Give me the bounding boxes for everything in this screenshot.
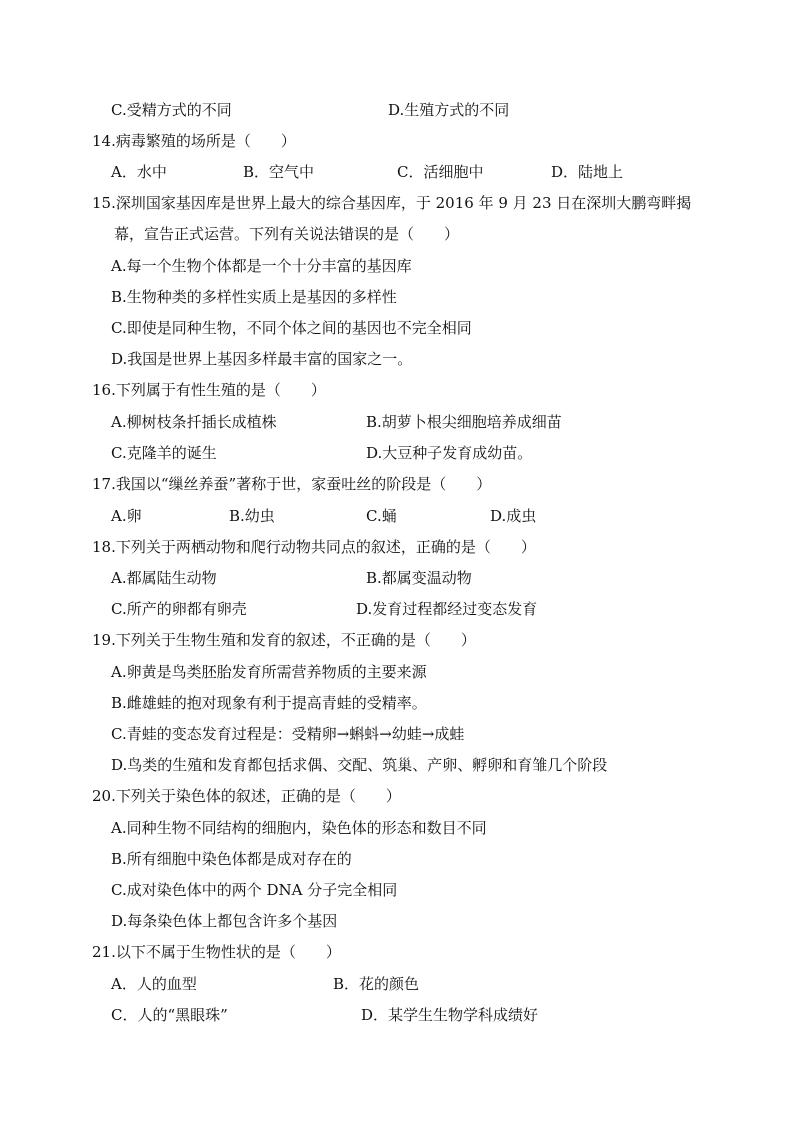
q19-option-c: C.青蛙的变态发育过程是：受精卵→蝌蚪→幼蛙→成蛙	[111, 725, 465, 743]
q21-option-b: B．花的颜色	[333, 975, 420, 993]
q15-stem-line2: 幕，宣告正式运营。下列有关说法错误的是（ ）	[114, 225, 460, 243]
q17-option-d: D.成虫	[490, 507, 537, 525]
q20-option-a: A.同种生物不同结构的细胞内，染色体的形态和数目不同	[111, 819, 487, 837]
q20-option-c: C.成对染色体中的两个 DNA 分子完全相同	[111, 881, 398, 899]
q16-stem: 16.下列属于有性生殖的是（ ）	[92, 381, 326, 399]
q20-option-d: D.每条染色体上都包含许多个基因	[111, 912, 338, 930]
q19-option-d: D.鸟类的生殖和发育都包括求偶、交配、筑巢、产卵、孵卵和育雏几个阶段	[111, 756, 608, 774]
q21-option-c: C．人的“黑眼珠”	[111, 1006, 228, 1024]
q14-option-b: B．空气中	[243, 163, 315, 181]
q15-option-a: A.每一个生物个体都是一个十分丰富的基因库	[111, 257, 412, 275]
q18-stem: 18.下列关于两栖动物和爬行动物共同点的叙述，正确的是（ ）	[92, 538, 536, 556]
q19-stem: 19.下列关于生物生殖和发育的叙述，不正确的是（ ）	[92, 631, 476, 649]
q17-stem: 17.我国以“缫丝养蚕”著称于世，家蚕吐丝的阶段是（ ）	[92, 475, 492, 493]
q15-option-d: D.我国是世界上基因多样最丰富的国家之一。	[111, 350, 413, 368]
q18-option-c: C.所产的卵都有卵壳	[111, 600, 247, 618]
q15-option-b: B.生物种类的多样性实质上是基因的多样性	[111, 288, 397, 306]
q20-stem: 20.下列关于染色体的叙述，正确的是（ ）	[92, 787, 401, 805]
q21-option-a: A．人的血型	[111, 975, 197, 993]
q14-option-a: A．水中	[111, 163, 167, 181]
q20-option-b: B.所有细胞中染色体都是成对存在的	[111, 850, 352, 868]
q14-stem: 14.病毒繁殖的场所是（ ）	[92, 132, 296, 150]
q18-option-d: D.发育过程都经过变态发育	[356, 600, 538, 618]
q18-option-a: A.都属陆生动物	[111, 569, 217, 587]
q19-option-a: A.卵黄是鸟类胚胎发育所需营养物质的主要来源	[111, 663, 427, 681]
q16-option-d: D.大豆种子发育成幼苗。	[366, 444, 533, 462]
q15-option-c: C.即使是同种生物，不同个体之间的基因也不完全相同	[111, 319, 472, 337]
q19-option-b: B.雌雄蛙的抱对现象有利于提高青蛙的受精率。	[111, 694, 427, 712]
q17-option-c: C.蛹	[366, 507, 397, 525]
q17-option-a: A.卵	[111, 507, 142, 525]
q17-option-b: B.幼虫	[229, 507, 275, 525]
q18-option-b: B.都属变温动物	[366, 569, 472, 587]
q21-option-d: D．某学生生物学科成绩好	[361, 1006, 539, 1024]
q14-option-d: D．陆地上	[551, 163, 624, 181]
q21-stem: 21.以下不属于生物性状的是（ ）	[92, 943, 341, 961]
q14-option-c: C．活细胞中	[397, 163, 484, 181]
q13-option-d: D.生殖方式的不同	[388, 101, 510, 119]
q13-option-c: C.受精方式的不同	[111, 101, 232, 119]
q16-option-c: C.克隆羊的诞生	[111, 444, 217, 462]
q16-option-a: A.柳树枝条扦插长成植株	[111, 413, 277, 431]
q16-option-b: B.胡萝卜根尖细胞培养成细苗	[366, 413, 562, 431]
q15-stem-line1: 15.深圳国家基因库是世界上最大的综合基因库，于 2016 年 9 月 23 日在深圳大鹏弯畔揭	[92, 194, 692, 212]
